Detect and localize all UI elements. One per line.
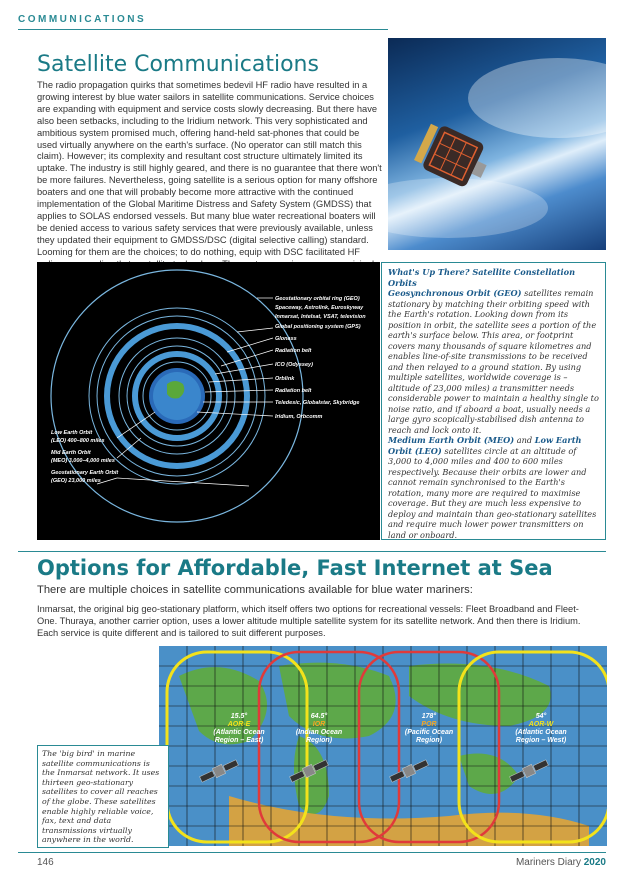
- region-degree: 15.5°: [230, 713, 248, 720]
- region-degree: 54°: [535, 713, 547, 720]
- sidebar-meo-text: satellites circle at an altitude of 3,000 to 4,000 miles and 400 to 600 miles respectively. Because their orbits are lower and cannot remain synchronised to the Earth's rotation, many more are required to maximise coverage. But they are much less expensive to deploy and maintain than geo-stationary satellites and require much lower power transmitters on land or onboard.: [388, 445, 597, 540]
- orbit-label: (MEO) 3,000–4,000 miles: [51, 458, 115, 464]
- orbit-label: Global positioning system (GPS): [275, 324, 361, 330]
- orbits-sidebar: [381, 262, 606, 540]
- orbit-label: Inmarsat, Intelsat, VSAT, television: [275, 314, 366, 320]
- region-name: Region – West): [515, 737, 567, 744]
- top-rule: [18, 29, 388, 30]
- region-code: POR: [421, 721, 437, 728]
- sidebar-geo-text: satellites remain stationary by matching their orbiting speed with the Earth's rotation. Looking down from its position in orbit, the satellite sees a portion of the earth's surface below. This area, or footprint covers many thousands of square kilometres and enables line-of-site transmissions to be received and then relayed to a ground station. By using multiple satellites, worldwide coverage is –altitude of 23,000 miles) a transmitter needs considerable power to maintain a healthy single to noise ratio, and if aboard a boat, usually needs a large gyro scopically-stabilised dish antenna to reach and lock onto it.: [388, 288, 599, 435]
- region-degree: 178°: [421, 713, 437, 720]
- sidebar-and: and: [514, 435, 535, 445]
- orbit-label: Radiation belt: [275, 388, 312, 394]
- footer-brand-name: Mariners Diary: [515, 857, 584, 868]
- orbit-label: Spaceway, Astrolink, Euroskyway: [275, 305, 364, 311]
- footer-rule: [18, 852, 606, 853]
- sidebar-geo-term: Geosynchronous Orbit (GEO): [388, 288, 522, 298]
- coverage-map: [159, 646, 607, 846]
- orbit-label: Orblink: [275, 376, 295, 382]
- sidebar-leo-term: Low Earth Orbit (LEO): [388, 435, 582, 456]
- orbit-label: Glonass: [275, 336, 297, 342]
- orbit-label: (LEO) 400–800 miles: [51, 438, 105, 444]
- region-name: Region): [415, 737, 443, 744]
- region-name: (Atlantic Ocean: [213, 729, 265, 736]
- inmarsat-callout: The 'big bird' in marine satellite communications is the Inmarsat network. It uses thirteen geo-stationary satellites to cover all reaches of the globe. These satellites enable highly reliable voice, fax, text and data transmissions virtually anywhere in the world.: [37, 745, 169, 848]
- orbit-label: Radiation belt: [275, 348, 312, 354]
- orbit-label: Geostationary Earth Orbit: [51, 470, 119, 476]
- orbit-label: Iridium, Orbcomm: [275, 414, 323, 420]
- region-code: AOR-W: [528, 721, 554, 728]
- footer-brand: [516, 857, 606, 868]
- orbit-diagram: [37, 262, 380, 540]
- region-name: (Pacific Ocean: [404, 729, 454, 736]
- satellite-title: Satellite Communications: [37, 52, 319, 77]
- orbit-label: Geostationary orbital ring (GEO): [275, 296, 360, 302]
- region-name: (Indian Ocean: [295, 729, 343, 736]
- region-name: (Atlantic Ocean: [515, 729, 567, 736]
- footer-year: 2020: [583, 857, 606, 868]
- region-name: Region – East): [214, 737, 264, 744]
- orbit-label: Mid Earth Orbit: [51, 450, 91, 456]
- section-rule: [18, 551, 606, 552]
- satellite-illustration: [388, 38, 606, 250]
- section-label: COMMUNICATIONS: [18, 14, 147, 25]
- internet-paragraph: Inmarsat, the original big geo-stationary platform, which itself offers two options for recreational vessels: Fleet Broadband and Fleet-One. Thuraya, another carrier option, uses a lower altitude multiple satellite system for its satellite network. And then there is Iridium. Each service is quite different and is tailored to suit different purposes.: [37, 604, 581, 638]
- sidebar-heading: What's Up There? Satellite Constellation Orbits: [388, 267, 576, 288]
- internet-subtitle: There are multiple choices in satellite communications available for blue water mariners:: [37, 584, 473, 596]
- region-degree: 64.5°: [310, 713, 328, 720]
- orbit-label: ICO (Odyssey): [275, 362, 313, 368]
- orbit-label: (GEO) 23,000 miles: [51, 478, 101, 484]
- region-name: Region): [305, 737, 333, 744]
- orbit-label: Teledesic, Globalstar, Skybridge: [275, 400, 360, 406]
- region-code: AOR-E: [227, 721, 251, 728]
- page-number: 146: [37, 857, 54, 868]
- satellite-photo: [388, 38, 606, 250]
- internet-title: Options for Affordable, Fast Internet at Sea: [37, 556, 553, 580]
- satellite-intro: The radio propagation quirks that sometimes bedevil HF radio have resulted in a growing interest by blue water sailors in satellite communications. Service choices are expanding with equipment and service costs slowly decreasing. But there have also been setbacks, including to the Iridium network. This very sophisticated and ambitious system promised much, offering hand-held sat-phones that could be used virtually anywhere on the earth's surface. (No operator can still match this claim). However; its complexity and resultant cost structure ultimately limited its uptake. The industry is still highly geared, and there is no guarantee that there won't be more failures. Nevertheless, going satellite is a serious option for many offshore boaters and one that will probably become more attractive with the continued implementation of the Global Maritime Distress and Safety System (GMDSS) that applies to SOLAS endorsed vessels. But many blue water recreational boaters will be denied access to various safety services that were previously available, unless they updated their equipment to GMDSS/DSC (digital selective calling) standard. Looming for them are the choices; to do nothing, equip with DSC facilitated HF: [37, 80, 382, 257]
- region-code: IOR: [312, 721, 326, 728]
- sidebar-meo-term: Medium Earth Orbit (MEO): [388, 435, 515, 445]
- orbit-label: Low Earth Orbit: [51, 430, 93, 436]
